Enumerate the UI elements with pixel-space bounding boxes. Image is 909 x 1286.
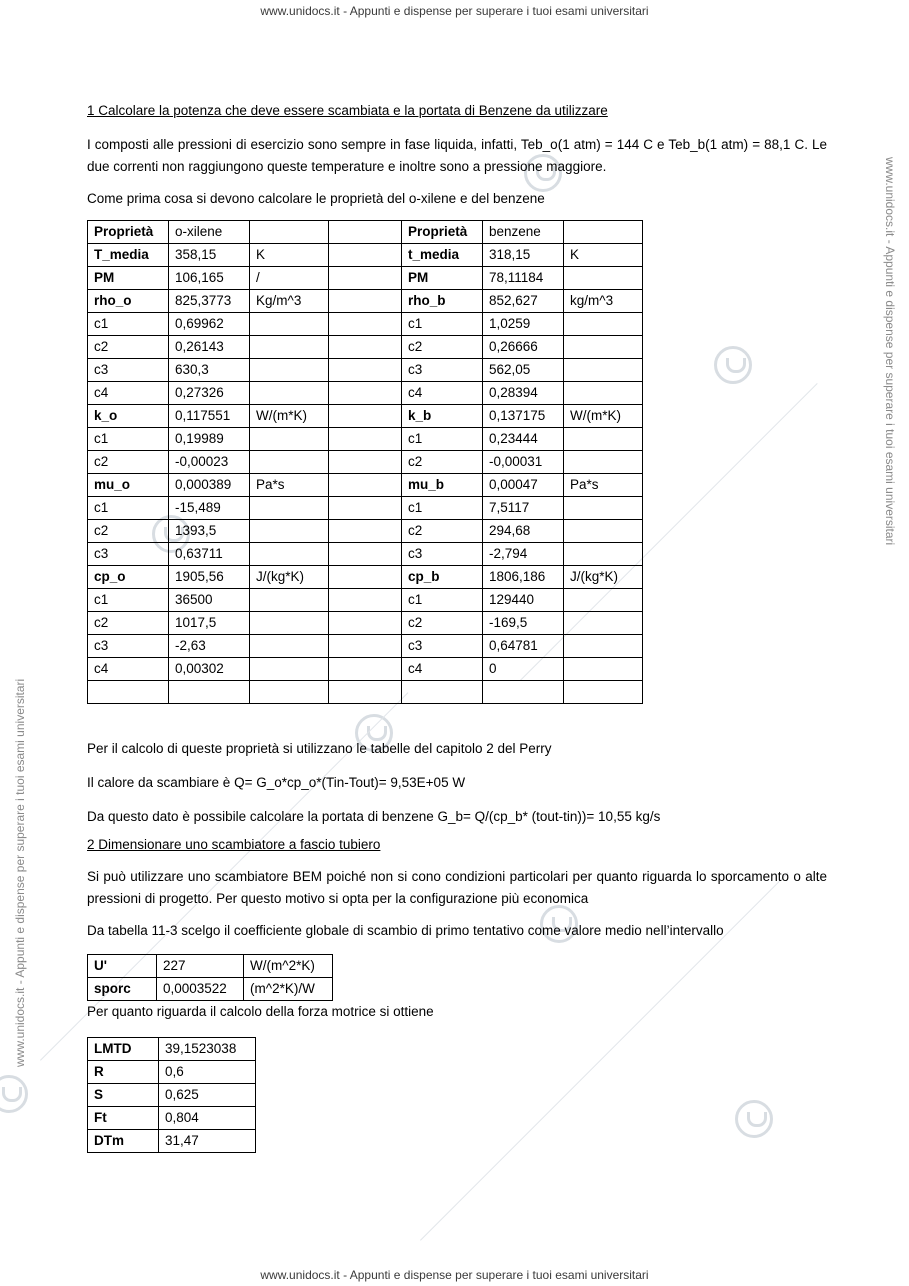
property-value-cell	[329, 290, 402, 313]
property-value-cell: 1017,5	[169, 612, 250, 635]
property-value-cell: 0,117551	[169, 405, 250, 428]
property-value-cell: K	[564, 244, 643, 267]
property-value-cell	[250, 589, 329, 612]
property-value-cell	[250, 359, 329, 382]
property-name-cell: c1	[88, 313, 169, 336]
driving-force-name-cell: DTm	[88, 1130, 159, 1153]
property-value-cell	[564, 681, 643, 704]
property-name-cell: c3	[402, 359, 483, 382]
property-value-cell: 36500	[169, 589, 250, 612]
property-name-cell: c2	[402, 451, 483, 474]
property-value-cell	[329, 566, 402, 589]
property-name-cell: mu_b	[402, 474, 483, 497]
property-name-cell: c2	[88, 520, 169, 543]
property-value-cell	[564, 428, 643, 451]
property-name-cell: T_media	[88, 244, 169, 267]
property-value-cell	[329, 543, 402, 566]
properties-table-row	[88, 359, 643, 382]
global-coefficient-table	[87, 954, 333, 1001]
property-value-cell: 0,23444	[483, 428, 564, 451]
property-value-cell	[250, 428, 329, 451]
properties-table-row	[88, 474, 643, 497]
property-name-cell: c4	[88, 658, 169, 681]
property-value-cell	[250, 451, 329, 474]
property-value-cell: 562,05	[483, 359, 564, 382]
property-name-cell: c1	[402, 428, 483, 451]
properties-table-row	[88, 290, 643, 313]
driving-force-row	[88, 1130, 256, 1153]
property-value-cell: 1806,186	[483, 566, 564, 589]
property-value-cell	[564, 382, 643, 405]
property-name-cell: k_b	[402, 405, 483, 428]
property-name-cell: PM	[402, 267, 483, 290]
properties-table-row	[88, 635, 643, 658]
watermark-side-right: www.unidocs.it - Appunti e dispense per superare i tuoi esami universitari	[883, 157, 897, 546]
properties-table-row	[88, 405, 643, 428]
property-name-cell	[402, 681, 483, 704]
property-value-cell: 129440	[483, 589, 564, 612]
properties-table-row	[88, 244, 643, 267]
section2-paragraph-2: Da tabella 11-3 scelgo il coefficiente globale di scambio di primo tentativo come valore medio nell’intervallo	[87, 923, 724, 938]
property-name-cell: c3	[402, 635, 483, 658]
section2-heading: 2 Dimensionare uno scambiatore a fascio tubiero	[87, 837, 381, 852]
property-value-cell: 1905,56	[169, 566, 250, 589]
property-value-cell: Pa*s	[250, 474, 329, 497]
property-value-cell: 852,627	[483, 290, 564, 313]
property-name-cell: c3	[402, 543, 483, 566]
properties-table	[87, 220, 643, 704]
property-name-cell: c3	[88, 635, 169, 658]
property-value-cell: 0,26143	[169, 336, 250, 359]
property-value-cell	[250, 313, 329, 336]
property-value-cell: 0,26666	[483, 336, 564, 359]
driving-force-value-cell: 0,625	[159, 1084, 256, 1107]
properties-table-row	[88, 681, 643, 704]
property-value-cell: -2,794	[483, 543, 564, 566]
coefficient-value-cell: 227	[157, 955, 244, 978]
property-name-cell: c1	[88, 428, 169, 451]
property-name-cell: c1	[88, 497, 169, 520]
property-value-cell: 0,19989	[169, 428, 250, 451]
property-name-cell: c2	[402, 336, 483, 359]
driving-force-value-cell: 0,6	[159, 1061, 256, 1084]
property-value-cell	[250, 658, 329, 681]
property-name-cell: c2	[88, 612, 169, 635]
property-name-cell: c1	[402, 589, 483, 612]
driving-force-name-cell: Ft	[88, 1107, 159, 1130]
watermark-footer: www.unidocs.it - Appunti e dispense per superare i tuoi esami universitari	[260, 1268, 649, 1282]
property-name-cell: c1	[402, 497, 483, 520]
property-value-cell: K	[250, 244, 329, 267]
property-value-cell	[564, 336, 643, 359]
property-value-cell	[329, 221, 402, 244]
property-value-cell	[250, 520, 329, 543]
property-name-cell: Proprietà	[402, 221, 483, 244]
properties-table-row	[88, 543, 643, 566]
property-value-cell: 1393,5	[169, 520, 250, 543]
property-value-cell: 0	[483, 658, 564, 681]
property-value-cell	[329, 658, 402, 681]
driving-force-row	[88, 1061, 256, 1084]
property-value-cell: 0,28394	[483, 382, 564, 405]
properties-table-row	[88, 313, 643, 336]
property-value-cell: /	[250, 267, 329, 290]
property-name-cell: c3	[88, 359, 169, 382]
properties-table-row	[88, 658, 643, 681]
property-value-cell	[564, 313, 643, 336]
property-value-cell	[329, 681, 402, 704]
property-value-cell	[564, 221, 643, 244]
properties-table-row	[88, 336, 643, 359]
property-name-cell: k_o	[88, 405, 169, 428]
property-value-cell	[329, 589, 402, 612]
section2-paragraph-3: Per quanto riguarda il calcolo della forza motrice si ottiene	[87, 1004, 434, 1019]
property-value-cell: 0,000389	[169, 474, 250, 497]
property-value-cell	[250, 382, 329, 405]
property-value-cell	[329, 359, 402, 382]
property-value-cell	[564, 497, 643, 520]
property-value-cell: 0,63711	[169, 543, 250, 566]
property-value-cell: -15,489	[169, 497, 250, 520]
property-value-cell: J/(kg*K)	[564, 566, 643, 589]
property-value-cell: kg/m^3	[564, 290, 643, 313]
properties-table-row	[88, 612, 643, 635]
property-value-cell: o-xilene	[169, 221, 250, 244]
watermark-side-left: www.unidocs.it - Appunti e dispense per superare i tuoi esami universitari	[13, 678, 27, 1067]
coefficient-value-cell: 0,0003522	[157, 978, 244, 1001]
driving-force-name-cell: S	[88, 1084, 159, 1107]
global-coefficient-row	[88, 955, 333, 978]
property-value-cell	[329, 474, 402, 497]
property-name-cell: c4	[402, 658, 483, 681]
property-value-cell	[250, 336, 329, 359]
document-body	[87, 100, 827, 1153]
driving-force-row	[88, 1107, 256, 1130]
property-name-cell: c2	[402, 520, 483, 543]
property-value-cell	[250, 543, 329, 566]
property-value-cell	[169, 681, 250, 704]
property-value-cell	[329, 428, 402, 451]
property-value-cell: Pa*s	[564, 474, 643, 497]
property-value-cell	[329, 382, 402, 405]
driving-force-value-cell: 39,1523038	[159, 1038, 256, 1061]
property-value-cell: 0,137175	[483, 405, 564, 428]
property-value-cell	[564, 543, 643, 566]
property-value-cell	[329, 336, 402, 359]
property-value-cell: 0,64781	[483, 635, 564, 658]
properties-table-row	[88, 428, 643, 451]
property-name-cell: c1	[88, 589, 169, 612]
property-value-cell: Kg/m^3	[250, 290, 329, 313]
property-value-cell: -169,5	[483, 612, 564, 635]
property-value-cell	[329, 635, 402, 658]
property-value-cell	[329, 313, 402, 336]
property-value-cell	[250, 635, 329, 658]
property-value-cell	[329, 612, 402, 635]
property-value-cell	[564, 612, 643, 635]
driving-force-table	[87, 1037, 256, 1153]
property-value-cell	[329, 497, 402, 520]
property-value-cell: 0,69962	[169, 313, 250, 336]
property-name-cell: rho_b	[402, 290, 483, 313]
property-value-cell	[250, 497, 329, 520]
driving-force-name-cell: R	[88, 1061, 159, 1084]
property-value-cell: 358,15	[169, 244, 250, 267]
properties-table-row	[88, 382, 643, 405]
property-value-cell: W/(m*K)	[564, 405, 643, 428]
properties-table-row	[88, 497, 643, 520]
section1-paragraph-1: I composti alle pressioni di esercizio sono sempre in fase liquida, infatti, Teb_o(1 atm) = 144 C e Teb_b(1 atm) = 88,1 C. Le due correnti non raggiungono queste temperature e inoltre sono a pressione maggiore.	[87, 137, 827, 174]
property-value-cell: 106,165	[169, 267, 250, 290]
property-value-cell	[564, 589, 643, 612]
driving-force-table-body	[88, 1038, 256, 1153]
property-value-cell: 7,5117	[483, 497, 564, 520]
property-value-cell: benzene	[483, 221, 564, 244]
coefficient-value-cell: W/(m^2*K)	[244, 955, 333, 978]
property-value-cell: 78,11184	[483, 267, 564, 290]
properties-table-row	[88, 221, 643, 244]
driving-force-name-cell: LMTD	[88, 1038, 159, 1061]
unidocs-logo-icon	[0, 1075, 28, 1113]
property-value-cell	[250, 221, 329, 244]
property-value-cell: J/(kg*K)	[250, 566, 329, 589]
property-value-cell: -0,00031	[483, 451, 564, 474]
property-value-cell	[564, 658, 643, 681]
property-name-cell: c2	[88, 336, 169, 359]
coefficient-value-cell: (m^2*K)/W	[244, 978, 333, 1001]
benzene-flowrate-text: Da questo dato è possibile calcolare la portata di benzene G_b= Q/(cp_b* (tout-tin))= 10,55 kg/s	[87, 809, 661, 824]
global-coefficient-row	[88, 978, 333, 1001]
property-value-cell	[564, 359, 643, 382]
properties-table-row	[88, 267, 643, 290]
property-value-cell: 0,27326	[169, 382, 250, 405]
property-name-cell: cp_b	[402, 566, 483, 589]
properties-table-row	[88, 520, 643, 543]
property-name-cell: PM	[88, 267, 169, 290]
property-value-cell	[483, 681, 564, 704]
property-value-cell: 1,0259	[483, 313, 564, 336]
global-coefficient-table-body	[88, 955, 333, 1001]
coefficient-name-cell: U'	[88, 955, 157, 978]
driving-force-value-cell: 31,47	[159, 1130, 256, 1153]
property-value-cell	[329, 520, 402, 543]
driving-force-row	[88, 1084, 256, 1107]
perry-reference-text: Per il calcolo di queste proprietà si utilizzano le tabelle del capitolo 2 del Perry	[87, 741, 552, 756]
property-name-cell: rho_o	[88, 290, 169, 313]
section1-heading: 1 Calcolare la potenza che deve essere scambiata e la portata di Benzene da utilizzare	[87, 103, 608, 118]
property-name-cell: Proprietà	[88, 221, 169, 244]
property-value-cell	[564, 635, 643, 658]
property-name-cell: c3	[88, 543, 169, 566]
section2-paragraph-1: Si può utilizzare uno scambiatore BEM poiché non si cono condizioni particolari per quanto riguarda lo sporcamento o alte pressioni di progetto. Per questo motivo si opta per la configurazione più economica	[87, 869, 827, 906]
properties-table-row	[88, 566, 643, 589]
property-name-cell: c2	[88, 451, 169, 474]
property-name-cell: c2	[402, 612, 483, 635]
section1-paragraph-2: Come prima cosa si devono calcolare le proprietà del o-xilene e del benzene	[87, 191, 545, 206]
property-name-cell: c4	[402, 382, 483, 405]
properties-table-body	[88, 221, 643, 704]
heat-duty-text: Il calore da scambiare è Q= G_o*cp_o*(Tin-Tout)= 9,53E+05 W	[87, 775, 466, 790]
property-value-cell: 318,15	[483, 244, 564, 267]
property-value-cell: 294,68	[483, 520, 564, 543]
properties-table-row	[88, 451, 643, 474]
property-name-cell: c1	[402, 313, 483, 336]
property-name-cell: cp_o	[88, 566, 169, 589]
property-name-cell	[88, 681, 169, 704]
property-value-cell	[564, 267, 643, 290]
driving-force-row	[88, 1038, 256, 1061]
property-value-cell: 825,3773	[169, 290, 250, 313]
coefficient-name-cell: sporc	[88, 978, 157, 1001]
property-value-cell	[329, 267, 402, 290]
property-value-cell	[329, 244, 402, 267]
watermark-header: www.unidocs.it - Appunti e dispense per superare i tuoi esami universitari	[260, 4, 649, 18]
property-value-cell	[329, 451, 402, 474]
property-value-cell	[329, 405, 402, 428]
property-value-cell	[564, 520, 643, 543]
property-name-cell: mu_o	[88, 474, 169, 497]
property-name-cell: c4	[88, 382, 169, 405]
property-value-cell: -2,63	[169, 635, 250, 658]
property-value-cell: -0,00023	[169, 451, 250, 474]
property-value-cell: 630,3	[169, 359, 250, 382]
property-value-cell	[250, 612, 329, 635]
driving-force-value-cell: 0,804	[159, 1107, 256, 1130]
property-value-cell: W/(m*K)	[250, 405, 329, 428]
property-value-cell	[564, 451, 643, 474]
property-name-cell: t_media	[402, 244, 483, 267]
property-value-cell: 0,00302	[169, 658, 250, 681]
property-value-cell	[250, 681, 329, 704]
properties-table-row	[88, 589, 643, 612]
property-value-cell: 0,00047	[483, 474, 564, 497]
